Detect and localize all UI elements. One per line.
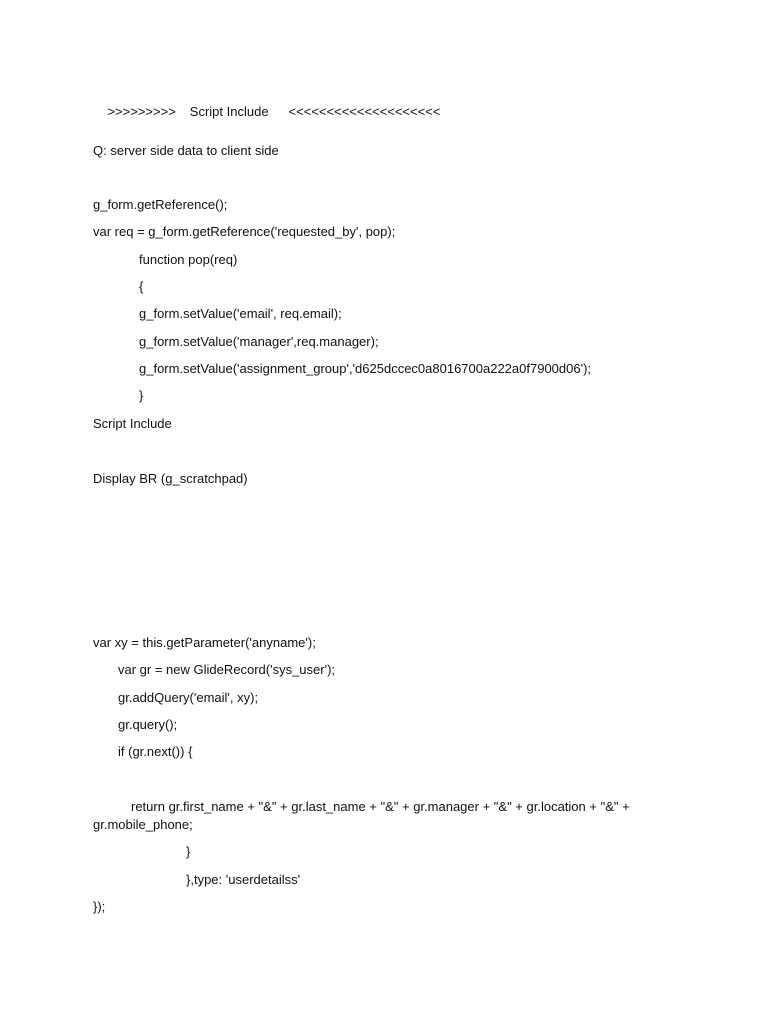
client-code-line-5: g_form.setValue('email', req.email);: [139, 306, 342, 321]
heading-right-arrows: <<<<<<<<<<<<<<<<<<<<: [288, 104, 441, 119]
client-code-line-7: g_form.setValue('assignment_group','d625dccec0a8016700a222a0f7900d06');: [139, 361, 592, 376]
server-code-line-3: gr.addQuery('email', xy);: [118, 690, 259, 705]
client-code-line-1: g_form.getReference();: [93, 197, 228, 212]
server-code-line-5: if (gr.next()) {: [118, 744, 193, 759]
client-code-line-3: function pop(req): [139, 252, 238, 267]
server-code-line-9: });: [93, 899, 106, 914]
client-code-line-2: var req = g_form.getReference('requested_by', pop);: [93, 224, 396, 239]
server-code-line-1: var xy = this.getParameter('anyname');: [93, 635, 316, 650]
client-code-line-6: g_form.setValue('manager',req.manager);: [139, 334, 379, 349]
page-heading: [93, 88, 440, 136]
heading-left-arrows: >>>>>>>>>: [107, 104, 176, 119]
section-display-br: Display BR (g_scratchpad): [93, 471, 248, 486]
server-code-line-2: var gr = new GlideRecord('sys_user');: [118, 662, 336, 677]
client-code-line-8: }: [139, 388, 144, 403]
server-code-line-6: return gr.first_name + "&" + gr.last_name + "&" + gr.manager + "&" + gr.location + "&" + gr.mobile_phone;: [93, 799, 630, 832]
server-code-line-4: gr.query();: [118, 717, 178, 732]
heading-title: Script Include: [189, 104, 269, 119]
client-code-line-4: {: [139, 279, 144, 294]
section-script-include: Script Include: [93, 416, 172, 431]
server-code-line-8: },type: 'userdetailss': [186, 872, 301, 887]
question-text: Q: server side data to client side: [93, 143, 279, 158]
server-code-line-7: }: [186, 844, 191, 859]
